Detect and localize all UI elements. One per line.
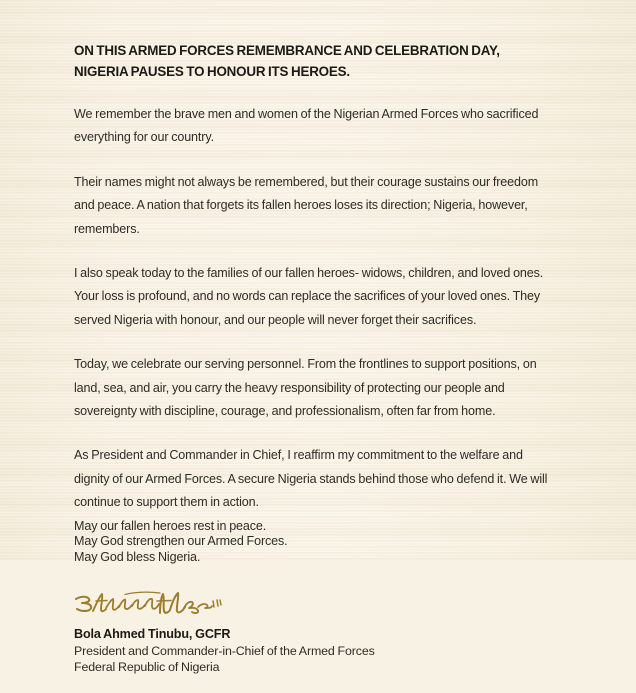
signature-date-clipped bbox=[74, 684, 552, 693]
signer-country: Federal Republic of Nigeria bbox=[74, 660, 220, 675]
signer-name: Bola Ahmed Tinubu, GCFR bbox=[74, 627, 231, 642]
blessing-line: May God bless Nigeria. bbox=[74, 549, 201, 564]
handwritten-signature-icon bbox=[72, 587, 224, 621]
statement-body bbox=[74, 82, 552, 515]
signature-block bbox=[74, 621, 552, 693]
blessing-line: May our fallen heroes rest in peace. bbox=[74, 518, 267, 533]
blessing-block bbox=[74, 515, 552, 566]
statement-paragraph: As President and Commander in Chief, I reaffirm my commitment to the welfare and dignity of our Armed Forces. A secure Nigeria stands behind those who defend it. We will continue to support them in action. bbox=[74, 448, 548, 510]
statement-paragraph: We remember the brave men and women of the Nigerian Armed Forces who sacrificed everything for our country. bbox=[74, 107, 539, 145]
statement-paragraph: Today, we celebrate our serving personnel. From the frontlines to support positions, on land, sea, and air, you carry the heavy responsibility of protecting our people and sovereignty with discipline, courage, and professionalism, often far from home. bbox=[74, 357, 537, 419]
blessing-line: May God strengthen our Armed Forces. bbox=[74, 534, 288, 549]
signer-title: President and Commander-in-Chief of the Armed Forces bbox=[74, 643, 375, 658]
statement-paragraph: I also speak today to the families of our fallen heroes- widows, children, and loved ones. Your loss is profound, and no words can replace the sacrifices of your loved ones. They served Nigeria with honour, and our people will never forget their sacrifices. bbox=[74, 266, 544, 327]
statement-paragraph: Their names might not always be remembered, but their courage sustains our freedom and peace. A nation that forgets its fallen heroes loses its direction; Nigeria, however, remembers. bbox=[74, 174, 539, 236]
page-title: ON THIS ARMED FORCES REMEMBRANCE AND CELEBRATION DAY, NIGERIA PAUSES TO HONOUR ITS HEROES. bbox=[74, 43, 500, 79]
signature-area bbox=[74, 565, 552, 693]
